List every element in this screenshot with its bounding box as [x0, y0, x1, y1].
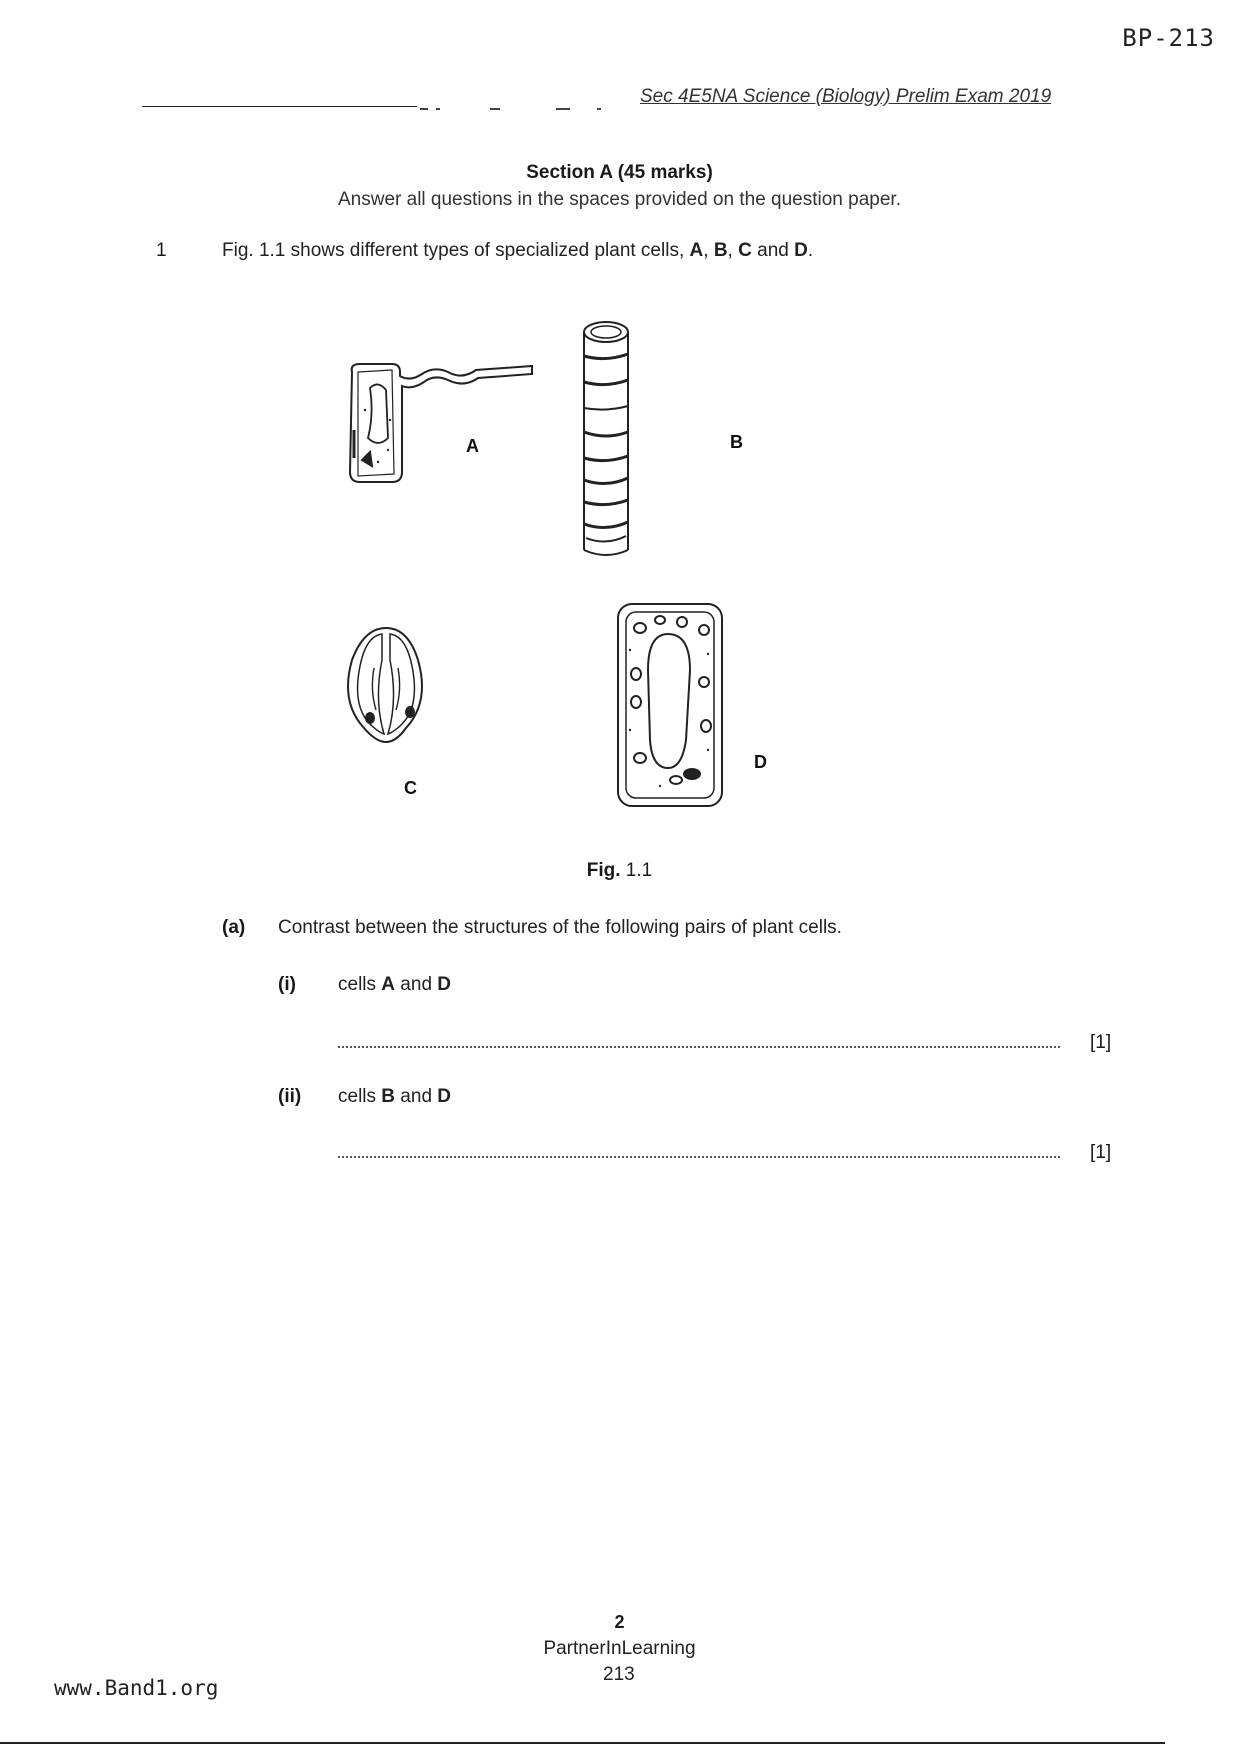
cell-label-d: D [754, 752, 767, 772]
sub-question-i-first-cell: A [381, 974, 396, 995]
cell-label-a: A [466, 436, 479, 456]
header-rule [142, 106, 417, 107]
cell-b-xylem-vessel-diagram [584, 322, 628, 555]
cell-ref-d: D [794, 240, 808, 261]
bottom-rule [0, 1742, 1165, 1744]
separator: , [727, 240, 739, 261]
cell-a-root-hair-diagram [350, 364, 532, 482]
figure-caption [0, 860, 1239, 882]
header-dash [420, 108, 428, 110]
figure-caption-number: 1.1 [620, 860, 653, 881]
footer-page-code: 213 [603, 1664, 635, 1685]
question-number: 1 [156, 240, 167, 261]
separator: , [703, 240, 714, 261]
header-dash [556, 108, 570, 110]
header-dash [436, 108, 440, 110]
cytoplasm-dot [389, 419, 391, 421]
cytoplasm-dot [629, 729, 631, 731]
cytoplasm-dot [387, 449, 389, 451]
cytoplasm-dot [629, 649, 631, 651]
section-title: Section A (45 marks) [526, 162, 713, 183]
section-instructions: Answer all questions in the spaces provided on the question paper. [338, 189, 901, 210]
figure-plant-cells [330, 310, 790, 810]
cell-ref-a: A [689, 240, 704, 261]
cytoplasm-dot [707, 653, 709, 655]
sub-question-i-text [338, 974, 451, 996]
guard-cell-nucleus [365, 712, 375, 724]
sub-question-ii-prefix: cells [338, 1086, 382, 1107]
marks-i: [1] [1090, 1032, 1112, 1053]
part-a-text: Contrast between the structures of the following pairs of plant cells. [278, 917, 842, 938]
cell-label-c: C [404, 778, 417, 798]
header-dash [490, 108, 500, 110]
footer-brand: PartnerInLearning [543, 1638, 696, 1659]
sub-question-ii-text [338, 1086, 451, 1108]
website-watermark: www.Band1.org [54, 1676, 219, 1700]
part-a-label: (a) [222, 917, 246, 938]
separator: and [751, 240, 795, 261]
marks-ii: [1] [1090, 1142, 1112, 1163]
cytoplasm-dot [707, 749, 709, 751]
cell-d-nucleus [683, 768, 701, 780]
sub-question-i-label: (i) [278, 974, 296, 995]
cytoplasm-dot [377, 461, 379, 463]
header-dash [597, 108, 601, 110]
sub-question-i-prefix: cells [338, 974, 382, 995]
cell-ref-c: C [738, 240, 752, 261]
guard-cell-nucleus [405, 706, 415, 718]
sub-question-ii-second-cell: D [437, 1086, 452, 1107]
sub-question-ii-label: (ii) [278, 1086, 302, 1107]
cell-d-plant-cell-diagram [618, 604, 722, 806]
question-intro: Fig. 1.1 shows different types of specialized plant cells, [222, 240, 690, 261]
document-code: BP-213 [1122, 24, 1215, 52]
cell-c-guard-cells-diagram [348, 628, 422, 742]
answer-line-i[interactable] [338, 1046, 1060, 1048]
page-number: 2 [614, 1612, 625, 1632]
sub-question-ii-joiner: and [395, 1086, 438, 1107]
answer-line-ii[interactable] [338, 1156, 1060, 1158]
sub-question-ii-first-cell: B [381, 1086, 396, 1107]
cell-label-b: B [730, 432, 743, 452]
cytoplasm-dot [659, 785, 661, 787]
question-intro-end: . [807, 240, 814, 261]
question-text [222, 240, 813, 262]
sub-question-i-joiner: and [395, 974, 438, 995]
cell-ref-b: B [713, 240, 728, 261]
sub-question-i-second-cell: D [437, 974, 452, 995]
exam-title: Sec 4E5NA Science (Biology) Prelim Exam 2019 [640, 86, 1052, 107]
figure-caption-prefix: Fig. [586, 860, 621, 881]
cytoplasm-dot [364, 409, 366, 411]
